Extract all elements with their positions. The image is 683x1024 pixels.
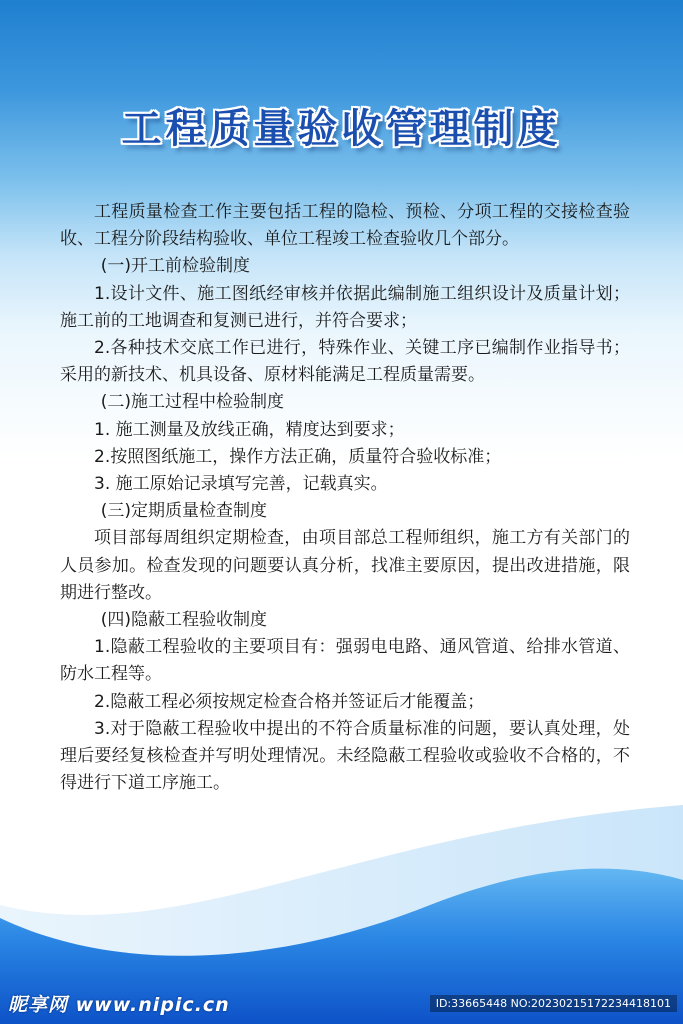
paragraph: 2.各种技术交底工作已进行，特殊作业、关键工序已编制作业指导书；采用的新技术、机具设备、原材料能满足工程质量需要。 bbox=[60, 338, 630, 386]
document-body bbox=[60, 199, 630, 797]
paragraph: 项目部每周组织定期检查，由项目部总工程师组织，施工方有关部门的人员参加。检查发现的问题要认真分析，找准主要原因，提出改进措施，限期进行整改。 bbox=[60, 528, 630, 603]
section-heading: (三)定期质量检查制度 bbox=[100, 501, 268, 522]
paragraph: 工程质量检查工作主要包括工程的隐检、预检、分项工程的交接检查验收、工程分阶段结构验收、单位工程竣工检查验收几个部分。 bbox=[60, 202, 630, 250]
section-heading: (二)施工过程中检验制度 bbox=[100, 392, 285, 413]
page-title: 工程质量验收管理制度 bbox=[121, 106, 562, 152]
section-heading: (一)开工前检验制度 bbox=[100, 256, 251, 277]
paragraph: 2.隐蔽工程必须按规定检查合格并签证后才能覆盖； bbox=[94, 691, 485, 712]
paragraph: 3. 施工原始记录填写完善，记载真实。 bbox=[94, 474, 388, 495]
paragraph: 1. 施工测量及放线正确，精度达到要求； bbox=[94, 419, 405, 440]
paragraph: 1.设计文件、施工图纸经审核并依据此编制施工组织设计及质量计划；施工前的工地调查和复测已进行，并符合要求； bbox=[60, 283, 630, 331]
watermark-logo: 昵享网 www.nipic.cn bbox=[8, 994, 230, 1016]
section-heading: (四)隐蔽工程验收制度 bbox=[100, 610, 268, 631]
paragraph: 1.隐蔽工程验收的主要项目有：强弱电电路、通风管道、给排水管道、防水工程等。 bbox=[60, 637, 630, 685]
paragraph: 3.对于隐蔽工程验收中提出的不符合质量标准的问题，要认真处理，处理后要经复核检查并写明处理情况。未经隐蔽工程验收或验收不合格的，不得进行下道工序施工。 bbox=[60, 718, 630, 794]
watermark-id: ID:33665448 NO:20230215172234418101 bbox=[430, 995, 677, 1012]
paragraph: 2.按照图纸施工，操作方法正确，质量符合验收标准； bbox=[94, 446, 502, 467]
